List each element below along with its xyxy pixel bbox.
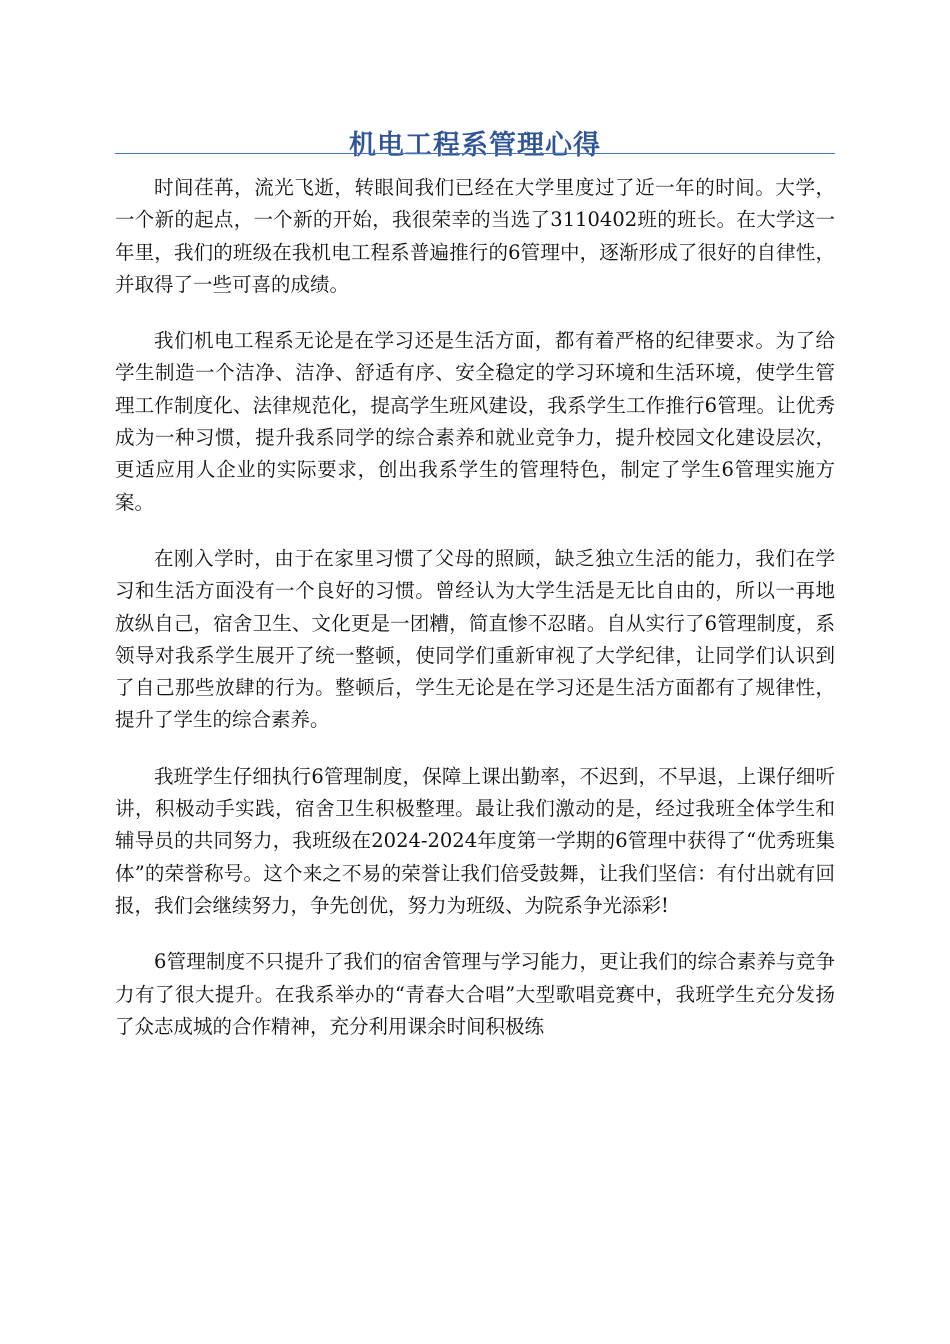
document-body [115, 172, 835, 1067]
document-title: 机电工程系管理心得 [349, 130, 601, 162]
paragraph-4: 我班学生仔细执行6管理制度，保障上课出勤率，不迟到，不早退，上课仔细听讲，积极动手实践，宿舍卫生积极整理。最让我们激动的是，经过我班全体学生和辅导员的共同努力，我班级在2024-2024年度第一学期的6管理中获得了“优秀班集体”的荣誉称号。这个来之不易的荣誉让我们倍受鼓舞，让我们坚信：有付出就有回报，我们会继续努力，争先创优，努力为班级、为院系争光添彩! [115, 764, 835, 917]
paragraph-5: 6管理制度不只提升了我们的宿舍管理与学习能力，更让我们的综合素养与竞争力有了很大提升。在我系举办的“青春大合唱”大型歌唱竞赛中，我班学生充分发扬了众志成城的合作精神，充分利用课余时间积极练 [115, 950, 835, 1038]
paragraph-2: 我们机电工程系无论是在学习还是生活方面，都有着严格的纪律要求。为了给学生制造一个洁净、洁净、舒适有序、安全稳定的学习环境和生活环境，使学生管理工作制度化、法律规范化，提高学生班风建设，我系学生工作推行6管理。让优秀成为一种习惯，提升我系同学的综合素养和就业竞争力，提升校园文化建设层次，更适应用人企业的实际要求，创出我系学生的管理特色，制定了学生6管理实施方案。 [115, 329, 835, 514]
paragraph-1: 时间荏苒，流光飞逝，转眼间我们已经在大学里度过了近一年的时间。大学，一个新的起点，一个新的开始，我很荣幸的当选了3110402班的班长。在大学这一年里，我们的班级在我机电工程系普遍推行的6管理中，逐渐形成了很好的自律性，并取得了一些可喜的成绩。 [115, 176, 835, 296]
paragraph-3: 在刚入学时，由于在家里习惯了父母的照顾，缺乏独立生活的能力，我们在学习和生活方面没有一个良好的习惯。曾经认为大学生活是无比自由的，所以一再地放纵自己，宿舍卫生、文化更是一团糟，简直惨不忍睹。自从实行了6管理制度，系领导对我系学生展开了统一整顿，使同学们重新审视了大学纪律，让同学们认识到了自己那些放肆的行为。整顿后，学生无论是在学习还是生活方面都有了规律性，提升了学生的综合素养。 [115, 546, 835, 732]
title-underline [115, 153, 835, 154]
